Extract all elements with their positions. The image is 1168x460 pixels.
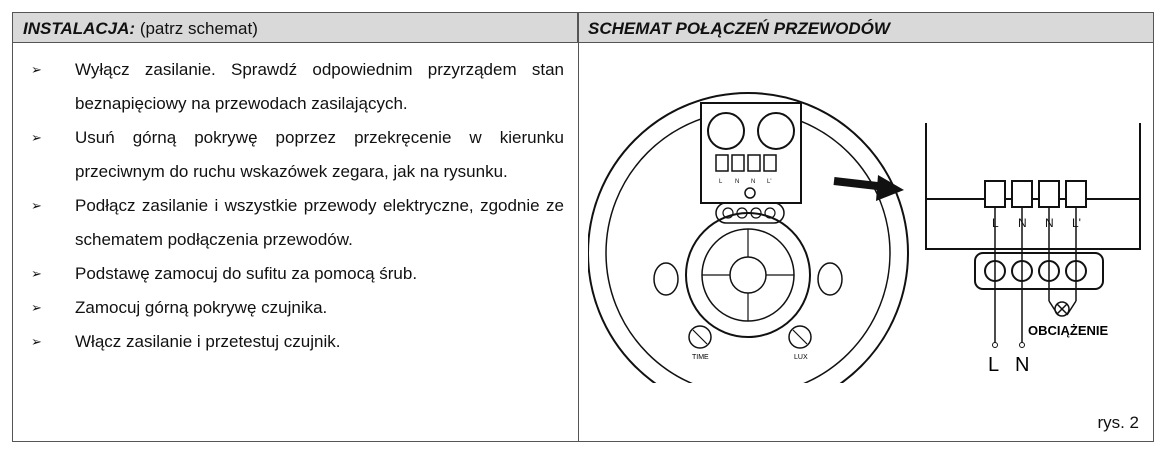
sensor-housing [588,93,908,383]
arrow-bullet-icon: ➢ [31,300,42,315]
svg-text:L': L' [1072,216,1081,230]
terminal-enlarged [926,123,1140,289]
step-item: ➢ Włącz zasilanie i przetestuj czujnik. [13,325,578,359]
wiring-header [578,13,1153,43]
lux-knob-label: LUX [794,354,808,361]
instruction-table [12,12,1154,442]
load-label: OBCIĄŻENIE [1028,323,1109,338]
arrow-bullet-icon: ➢ [31,130,42,145]
mounting-hole-right [818,263,842,295]
svg-text:L: L [719,179,723,185]
arrow-bullet-icon: ➢ [31,334,42,349]
step-item: ➢ Podłącz zasilanie i wszystkie przewody elektryczne, zgodnie ze schematem podłączenia przewodów. [13,189,578,257]
arrow-bullet-icon: ➢ [31,62,42,77]
arrow-bullet-icon: ➢ [31,266,42,281]
wire-label-l: L [988,354,1000,376]
svg-text:N: N [735,179,740,185]
svg-text:N: N [751,179,756,185]
column-divider [578,13,579,441]
svg-text:L': L' [767,179,772,185]
step-item: ➢ Wyłącz zasilanie. Sprawdź odpowiednim przyrządem stan beznapięciowy na przewodach zasilających. [13,53,578,121]
svg-text:L: L [992,216,999,230]
arrow-bullet-icon: ➢ [31,198,42,213]
figure-caption: rys. 2 [1097,413,1139,432]
step-item: ➢ Zamocuj górną pokrywę czujnika. [13,291,578,325]
installation-steps [13,53,578,359]
svg-text:N: N [1018,216,1027,230]
time-knob-label: TIME [692,354,709,361]
step-item: ➢ Usuń górną pokrywę poprzez przekręcenie w kierunku przeciwnym do ruchu wskazówek zegara, jak na rysunku. [13,121,578,189]
mounting-hole-left [654,263,678,295]
installation-subtitle: (patrz schemat) [139,19,258,38]
wiring-diagram [588,53,1158,383]
wire-label-n: N [1015,354,1030,376]
terminal-labels [992,216,1081,230]
wiring-title: SCHEMAT POŁĄCZEŃ PRZEWODÓW [588,19,890,38]
installation-header [13,13,578,43]
installation-title: INSTALACJA: [23,19,136,38]
step-item: ➢ Podstawę zamocuj do sufitu za pomocą śrub. [13,257,578,291]
svg-text:N: N [1045,216,1054,230]
